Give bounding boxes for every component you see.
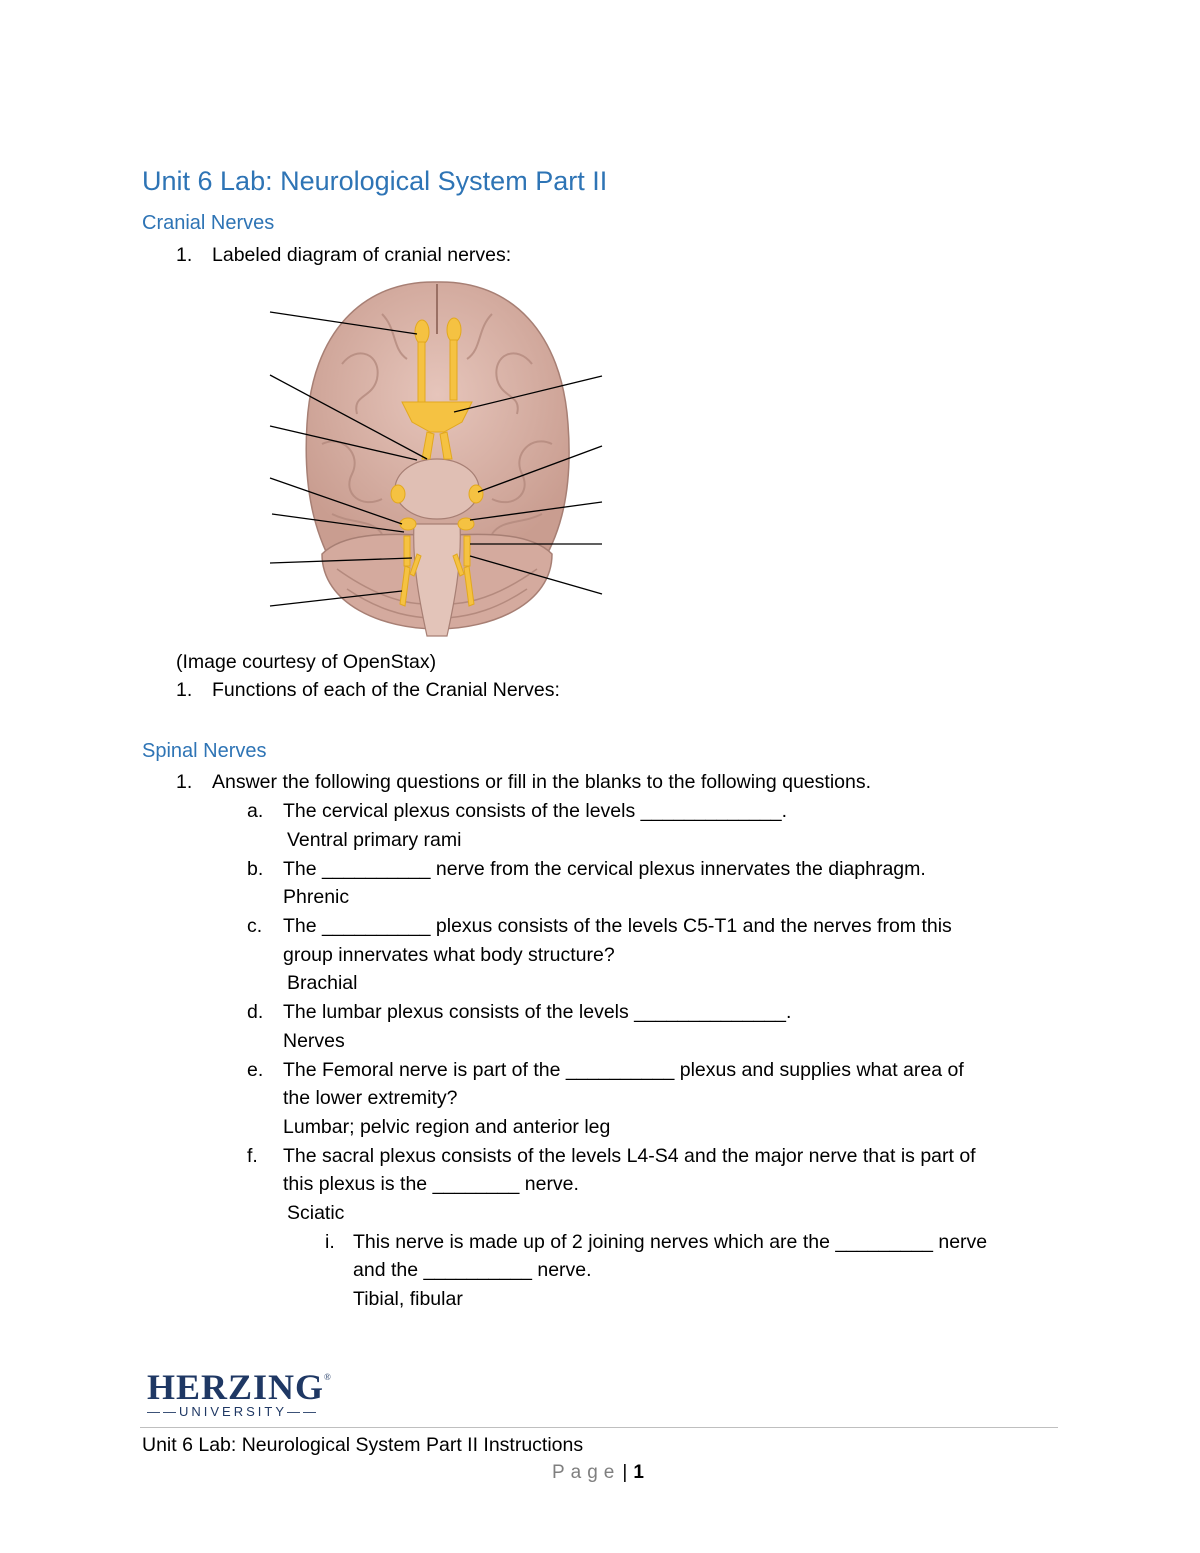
question-text: The __________ plexus consists of the levels C5-T1 and the nerves from this [283, 915, 952, 937]
footer-title: Unit 6 Lab: Neurological System Part II Instructions [142, 1434, 584, 1456]
answer-text: Tibial, fibular [353, 1288, 463, 1310]
question-text: The cervical plexus consists of the levels _____________. [283, 800, 788, 822]
cranial-nerves-heading: Cranial Nerves [142, 212, 275, 234]
page-number [552, 1462, 644, 1484]
spinal-nerves-heading: Spinal Nerves [142, 740, 267, 762]
answer-text: Ventral primary rami [287, 829, 462, 851]
cranial-nerves-diagram [262, 274, 612, 646]
image-credit-caption: (Image courtesy of OpenStax) [176, 651, 437, 673]
list-number: 1. [176, 771, 193, 793]
question-letter: f. [247, 1145, 258, 1167]
answer-text: Phrenic [283, 886, 350, 908]
subquestion-letter: i. [325, 1231, 335, 1253]
logo-wordmark: HERZING [147, 1367, 325, 1407]
question-text: the lower extremity? [283, 1087, 458, 1109]
spinal-instructions: Answer the following questions or fill in the blanks to the following questions. [212, 771, 872, 793]
question-letter: c. [247, 915, 263, 937]
answer-text: Sciatic [287, 1202, 345, 1224]
question-letter: a. [247, 800, 264, 822]
cranial-item-functions: Functions of each of the Cranial Nerves: [212, 679, 560, 701]
footer-divider [140, 1427, 1058, 1428]
question-letter: b. [247, 858, 264, 880]
question-text: group innervates what body structure? [283, 944, 615, 966]
question-text: The __________ nerve from the cervical plexus innervates the diaphragm. [283, 858, 926, 880]
list-number: 1. [176, 244, 193, 266]
pons-shape [395, 459, 479, 519]
answer-text: Lumbar; pelvic region and anterior leg [283, 1116, 611, 1138]
question-text: this plexus is the ________ nerve. [283, 1173, 579, 1195]
registered-mark: ® [324, 1372, 332, 1382]
question-text: The sacral plexus consists of the levels L4-S4 and the major nerve that is part of [283, 1145, 976, 1167]
question-text: The lumbar plexus consists of the levels ______________. [283, 1001, 792, 1023]
list-number: 1. [176, 679, 193, 701]
answer-text: Nerves [283, 1030, 345, 1052]
page-title: Unit 6 Lab: Neurological System Part II [142, 166, 608, 196]
page-label: Page [552, 1462, 621, 1483]
cranial-item-diagram: Labeled diagram of cranial nerves: [212, 244, 512, 266]
subquestion-text: This nerve is made up of 2 joining nerves which are the _________ nerve [353, 1231, 988, 1253]
herzing-logo [147, 1366, 332, 1408]
page-separator: | [622, 1462, 628, 1483]
answer-text: Brachial [287, 972, 358, 994]
page-number-value: 1 [633, 1462, 644, 1483]
question-letter: e. [247, 1059, 264, 1081]
question-letter: d. [247, 1001, 264, 1023]
logo-subtitle: ——UNIVERSITY—— [147, 1404, 320, 1419]
question-text: The Femoral nerve is part of the __________ plexus and supplies what area of [283, 1059, 964, 1081]
subquestion-text: and the __________ nerve. [353, 1259, 592, 1281]
